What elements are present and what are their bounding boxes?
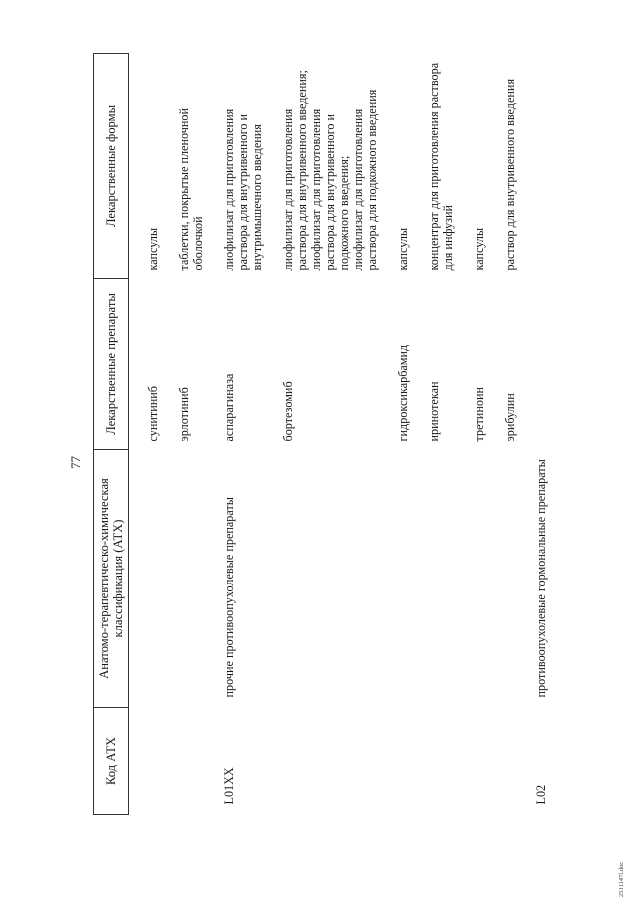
row-classification: противоопухолевые гормональные препараты — [534, 459, 548, 698]
row-forms — [534, 54, 565, 279]
form-line: капсулы — [146, 227, 160, 271]
row-classification — [396, 450, 427, 708]
row-code — [281, 708, 396, 815]
row-classification — [503, 450, 534, 708]
row-code: L02 — [534, 784, 548, 805]
form-line: лиофилизат для приготовления раствора для внутривенного и подкожного введения; — [309, 108, 351, 271]
drug-table — [93, 53, 565, 815]
table-row — [534, 54, 565, 815]
table-row — [177, 54, 222, 815]
row-classification — [129, 450, 178, 708]
table-row — [396, 54, 427, 815]
table-header — [94, 54, 129, 815]
row-code — [129, 708, 178, 815]
row-drug: аспарагиназа — [222, 373, 236, 442]
row-classification: прочие противоопухолевые препараты — [222, 497, 236, 698]
table-row — [222, 54, 281, 815]
row-forms — [281, 54, 396, 279]
row-code — [396, 708, 427, 815]
row-drug: эрлотиниб — [177, 387, 191, 442]
row-drug: бортезомиб — [281, 381, 295, 442]
row-forms — [129, 54, 178, 279]
row-forms — [503, 54, 534, 279]
header-code: Код АТХ — [94, 708, 129, 815]
form-line: таблетки, покрытые пленочной оболочкой — [177, 107, 205, 271]
page-number: 77 — [68, 456, 83, 469]
form-line: лиофилизат для приготовления раствора для внутривенного введения; — [281, 70, 309, 271]
header-classification: Анатомо-терапевтическо-химическая классификация (АТХ) — [94, 450, 129, 708]
row-drug: третиноин — [472, 387, 486, 442]
row-forms — [222, 54, 281, 279]
header-drugs: Лекарственные препараты — [94, 279, 129, 450]
row-drug: сунитиниб — [146, 386, 160, 442]
row-code — [503, 708, 534, 815]
row-forms — [177, 54, 222, 279]
row-forms — [472, 54, 503, 279]
row-code — [427, 708, 472, 815]
row-forms — [427, 54, 472, 279]
form-line: раствор для внутривенного введения — [503, 78, 517, 271]
form-line: лиофилизат для приготовления раствора для внутривенного и внутримышечного введения — [222, 108, 264, 271]
row-forms — [396, 54, 427, 279]
row-code: L01XX — [222, 767, 236, 805]
form-line: концентрат для приготовления раствора для инфузий — [427, 62, 455, 271]
header-forms: Лекарственные формы — [94, 54, 129, 279]
form-line: капсулы — [472, 227, 486, 271]
form-line: капсулы — [396, 227, 410, 271]
form-line: лиофилизат для приготовления раствора для подкожного введения — [351, 89, 379, 271]
file-reference: 2511147l.doc — [618, 861, 625, 897]
row-code — [177, 708, 222, 815]
row-classification — [177, 450, 222, 708]
row-drug: гидроксикарбамид — [396, 344, 410, 442]
row-code — [472, 708, 503, 815]
table-row — [427, 54, 472, 815]
table-row — [129, 54, 178, 815]
table-row — [281, 54, 396, 815]
table-body — [129, 54, 566, 815]
row-classification — [427, 450, 472, 708]
row-classification — [281, 450, 396, 708]
row-drug: эрибулин — [503, 393, 517, 442]
table-row — [472, 54, 503, 815]
row-classification — [472, 450, 503, 708]
table-row — [503, 54, 534, 815]
row-drug — [534, 279, 565, 450]
row-drug: иринотекан — [427, 381, 441, 442]
